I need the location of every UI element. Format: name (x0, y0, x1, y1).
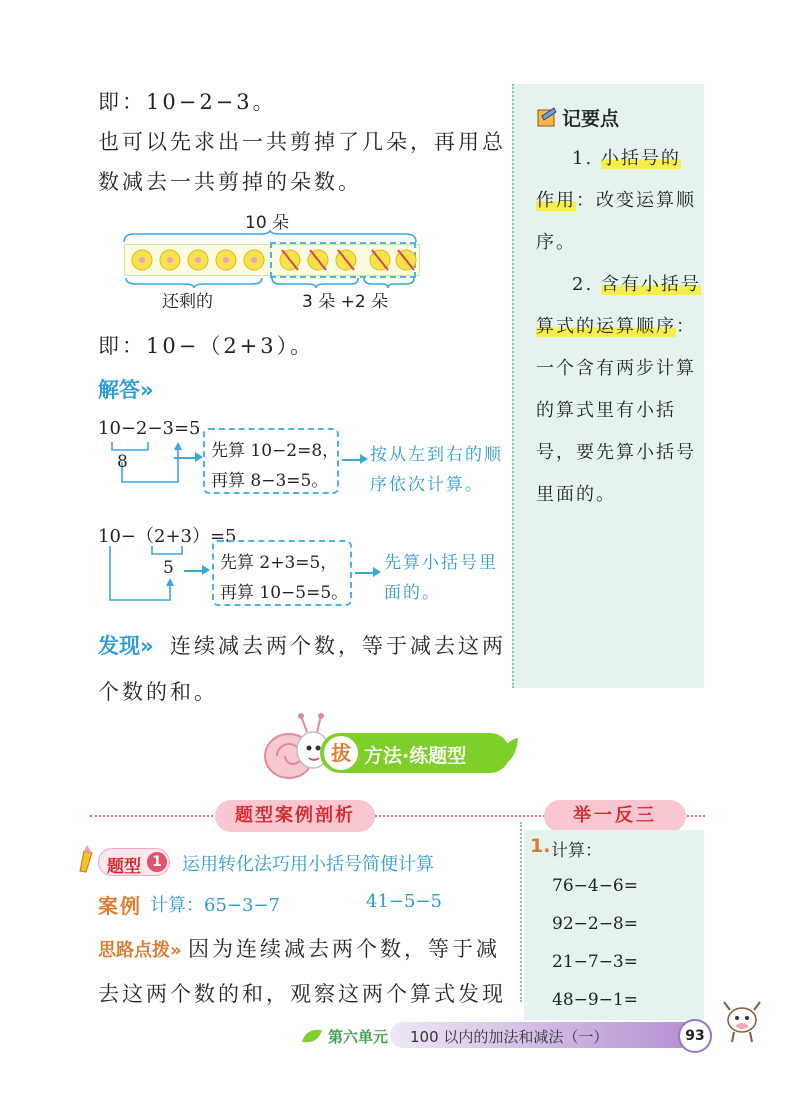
case-text-2: 41−5−5 (366, 891, 442, 912)
case-text: 计算：65−3−7 (150, 895, 280, 916)
p2-text-4: 里面的。 (536, 484, 616, 505)
note-2-line1: 先算小括号里 (384, 553, 498, 573)
line-formula-2: 即：10−（2+3）。 (98, 334, 315, 358)
type-tag (98, 848, 170, 876)
line-text-1: 也可以先求出一共剪掉了几朵，再用总 (98, 130, 506, 154)
section-title-right: 举一反三 (544, 800, 686, 832)
practice-label: 计算： (551, 841, 602, 861)
p2-highlight-2: 算式的运算顺序 (536, 316, 676, 337)
p2-text-1: 一个含有两步计算 (536, 358, 696, 379)
box2-line1: 先算 2+3=5， (220, 553, 338, 573)
equation-1: 10−2−3=5 (98, 418, 201, 439)
arrow-1b-head (360, 454, 368, 464)
equation-1-sub: 8 (117, 452, 128, 472)
discovery-label: 发现» (98, 634, 154, 658)
arrow-2b-head (373, 567, 381, 577)
equation-2-sub: 5 (163, 558, 174, 578)
pencil-icon (76, 845, 98, 873)
arrow-2b (355, 572, 375, 574)
box2-line2: 再算 10−5=5。 (220, 583, 349, 603)
p2-num: 2. (572, 274, 601, 295)
diagram-left-label: 还剩的 (162, 292, 213, 312)
practice-num: 1. (530, 835, 551, 857)
note-1-line2: 序依次计算。 (370, 475, 484, 495)
banner-text: 方法·练题型 (364, 745, 467, 767)
practice-item-4: 48−9−1= (552, 990, 638, 1010)
note-1-line1: 按从左到右的顺 (370, 445, 503, 465)
equation-2-bracket (108, 544, 188, 604)
p1-highlight-2: 作用 (536, 190, 576, 211)
arrow-2a-head (202, 565, 210, 575)
p2-text-3: 号，要先算小括号 (536, 442, 696, 463)
key-points-sidebar (512, 84, 704, 688)
discovery-text-2: 个数的和。 (98, 680, 218, 704)
p2-text-2: 的算式里有小括 (536, 400, 676, 421)
p2-highlight: 含有小括号 (600, 274, 701, 295)
arrow-2a (184, 570, 204, 572)
note-2-line2: 面的。 (384, 583, 441, 603)
explanation-box-2 (212, 540, 352, 606)
cow-mascot-icon (720, 998, 766, 1044)
type-title: 运用转化法巧用小括号简便计算 (182, 854, 434, 875)
hint-text-2: 去这两个数的和，观察这两个算式发现 (98, 982, 506, 1006)
line-formula-1: 即：10−2−3。 (98, 90, 277, 114)
p1-text: ：改变运算顺 (576, 190, 696, 211)
box1-line1: 先算 10−2=8， (211, 441, 340, 461)
column-divider (520, 822, 522, 1002)
page-number: 93 (678, 1019, 712, 1053)
box1-line2: 再算 8−3=5。 (211, 471, 329, 491)
type-number: 1 (147, 852, 167, 872)
section-title-left: 题型案例剖析 (215, 800, 375, 832)
p2-colon: ： (676, 316, 696, 337)
hint-text-1: 因为连续减去两个数，等于减 (188, 937, 500, 961)
explanation-box-1 (203, 428, 339, 494)
arrow-1a-head (195, 452, 203, 462)
footer-title: 100 以内的加法和减法（一） (410, 1028, 609, 1046)
p1-text-2: 序。 (536, 232, 576, 253)
discovery-text-1: 连续减去两个数，等于减去这两 (170, 634, 506, 658)
p1-num: 1. (572, 148, 601, 169)
line-text-2: 数减去一共剪掉的朵数。 (98, 170, 362, 194)
answer-heading: 解答» (98, 378, 154, 402)
banner-icon-char: 拔 (324, 736, 358, 770)
diagram-right-label: 3 朵 +2 朵 (302, 292, 389, 312)
footer-unit: 第六单元 (328, 1028, 389, 1046)
leaf-icon (496, 736, 522, 770)
case-label: 案例 (98, 894, 142, 918)
equation-2: 10−（2+3）=5 (98, 526, 237, 547)
sidebar-title: 记要点 (562, 108, 620, 130)
flower-icons (124, 244, 420, 276)
practice-item-2: 92−2−8= (552, 914, 638, 934)
arrow-1b (342, 459, 362, 461)
practice-item-1: 76−4−6= (552, 876, 638, 896)
diagram-top-label: 10 朵 (245, 213, 290, 233)
hint-label: 思路点拨» (98, 940, 182, 961)
notebook-icon (536, 106, 558, 128)
practice-item-3: 21−7−3= (552, 952, 638, 972)
type-label: 题型 (107, 857, 141, 877)
footer-leaf-icon (300, 1026, 324, 1046)
method-banner (320, 733, 510, 773)
p1-highlight: 小括号的 (600, 148, 681, 169)
